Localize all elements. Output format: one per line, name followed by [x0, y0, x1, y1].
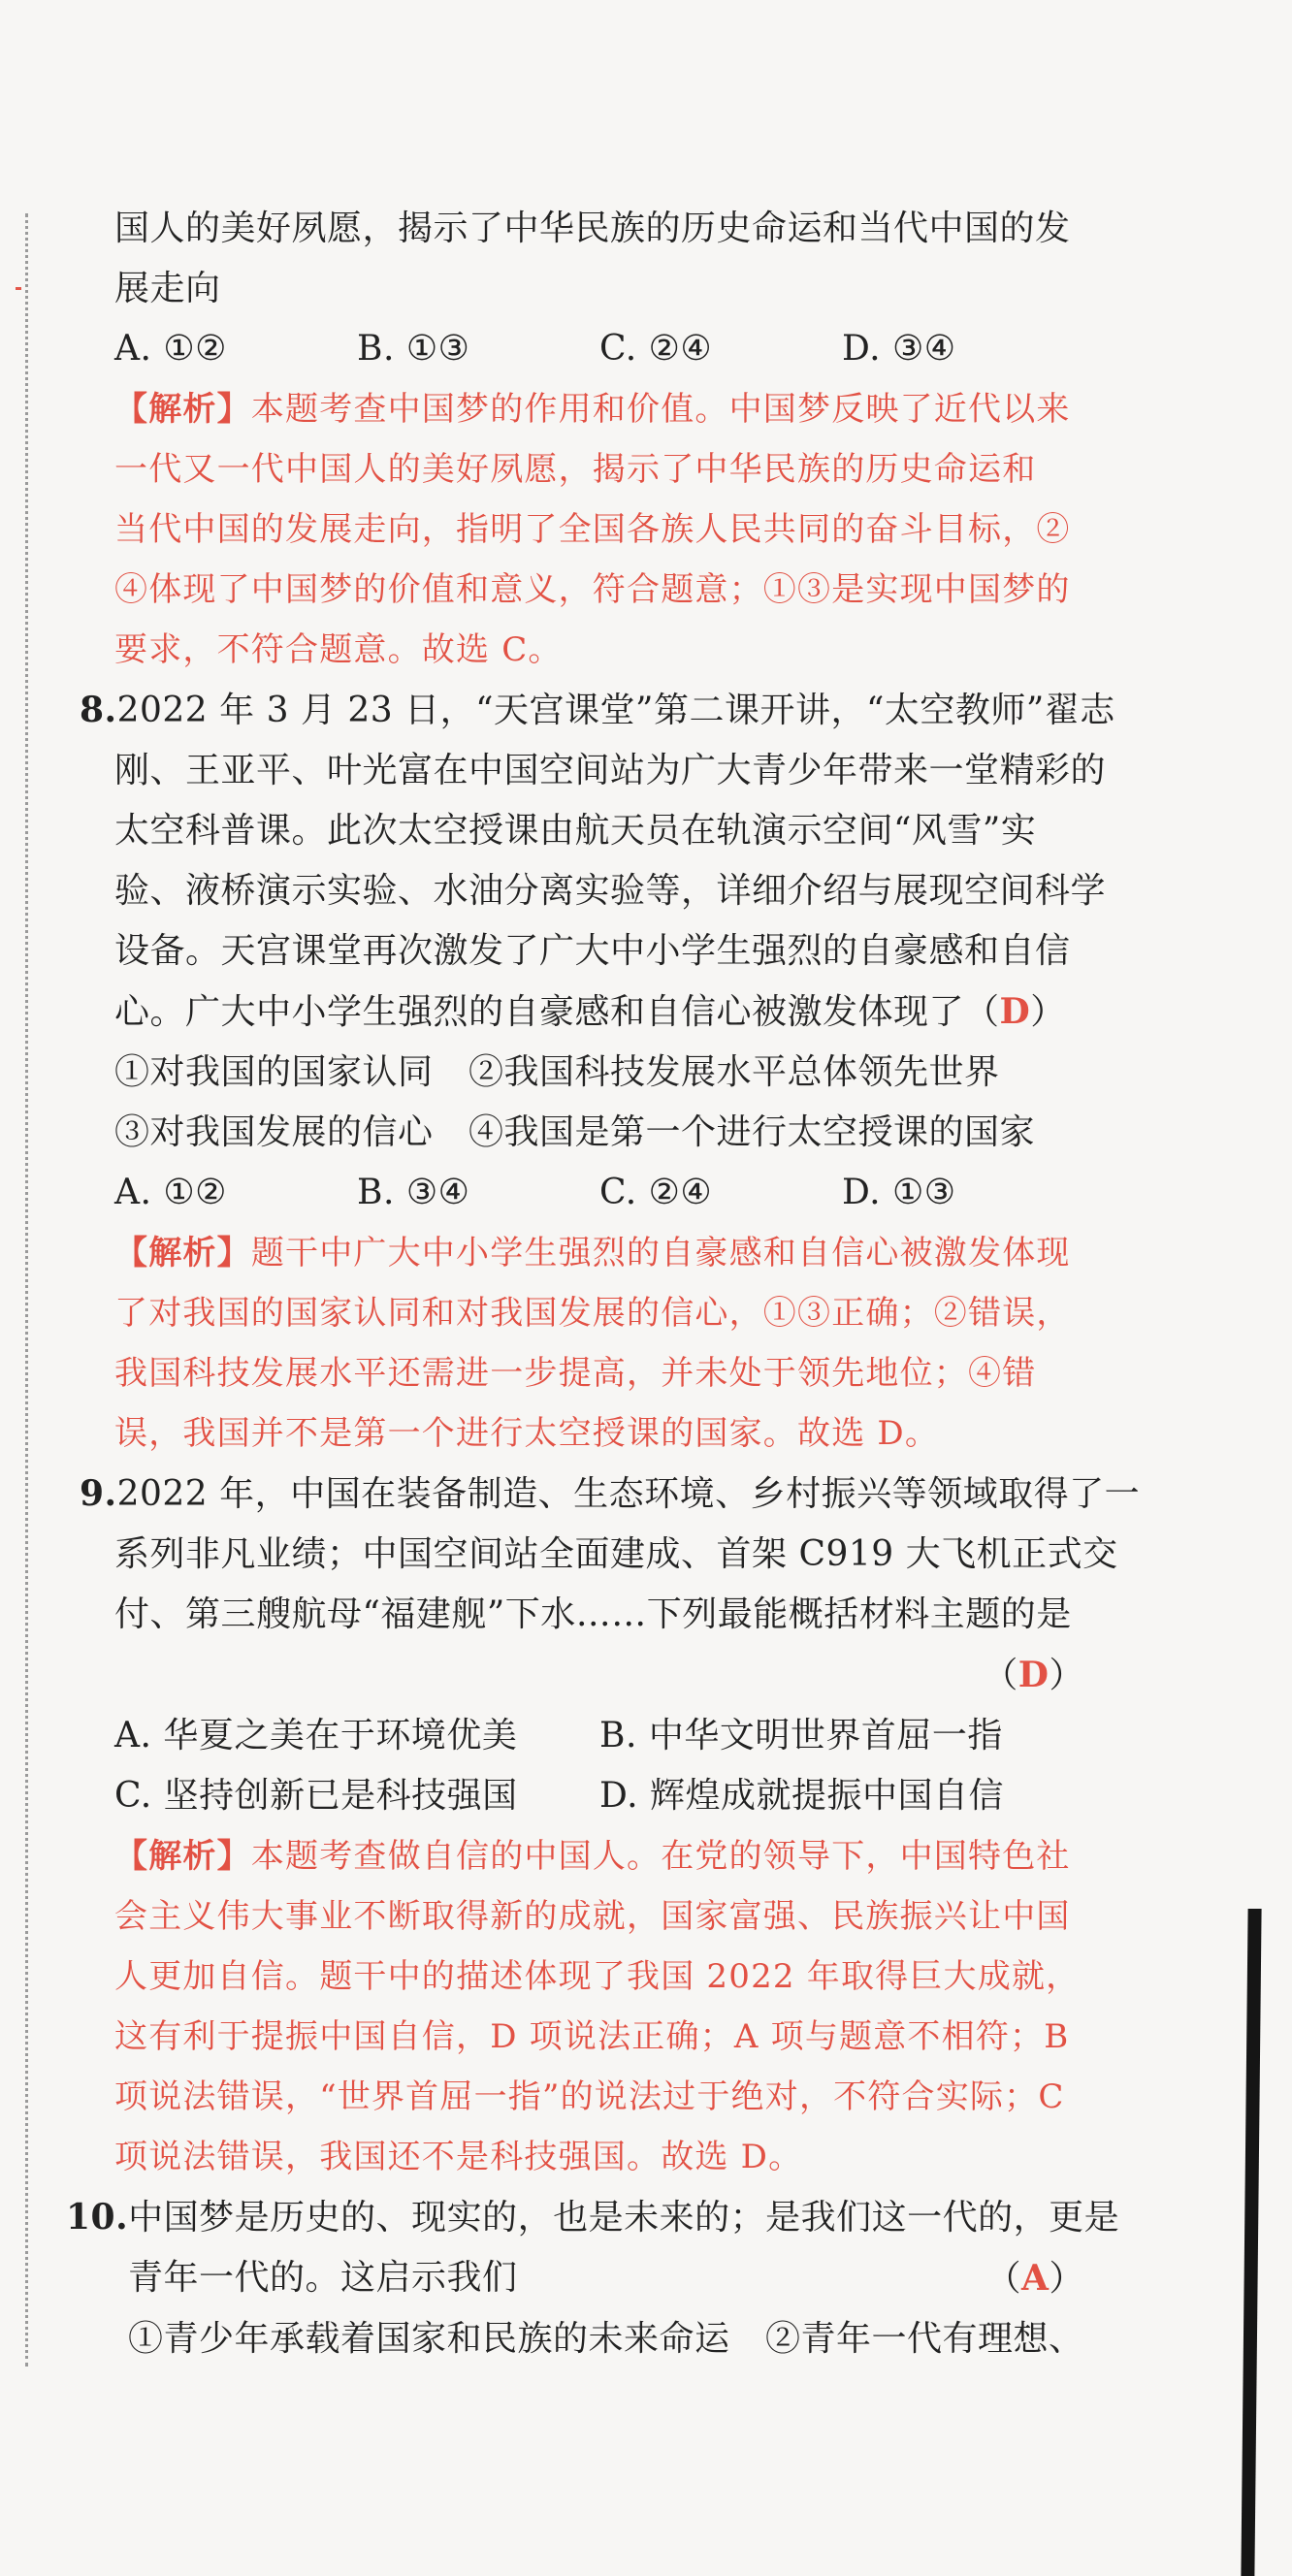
explanation-line: 这有利于提振中国自信，D 项说法正确；A 项与题意不相符；B: [114, 2017, 1070, 2056]
question-text-line: 系列非凡业绩；中国空间站全面建成、首架 C919 大飞机正式交: [114, 1534, 1118, 1574]
scan-edge-shadow: [1241, 1909, 1261, 2576]
question-text-line: 刚、王亚平、叶光富在中国空间站为广大青少年带来一堂精彩的: [114, 751, 1107, 790]
explanation-tag: 【解析】: [114, 390, 251, 429]
question-7: [114, 199, 1084, 680]
option-b: B. ①③: [357, 329, 470, 369]
question-text-line: 中国梦是历史的、现实的，也是未来的；是我们这一代的，更是: [128, 2198, 1120, 2238]
answer: D: [999, 991, 1031, 1032]
paren-close: ）: [1049, 2259, 1084, 2299]
question-text-row: [114, 2248, 1084, 2309]
question-10: [66, 2187, 1120, 2369]
statement-line: ①对我国的国家认同 ②我国科技发展水平总体领先世界: [114, 1052, 1000, 1092]
question-text-line: 心。广大中小学生强烈的自豪感和自信心被激发体现了（: [114, 992, 1000, 1032]
question-text-line: 设备。天宫课堂再次激发了广大中小学生强烈的自豪感和自信: [114, 931, 1071, 971]
option-b: B. ③④: [357, 1173, 470, 1212]
explanation-line: 会主义伟大事业不断取得新的成就，国家富强、民族振兴让中国: [114, 1897, 1071, 1936]
option-c: C. ②④: [599, 329, 713, 369]
explanation-line: 一代又一代中国人的美好夙愿，揭示了中华民族的历史命运和: [114, 450, 1037, 489]
margin-mark: [16, 287, 21, 290]
page-content: [66, 199, 1141, 2369]
question-8: [80, 680, 1115, 1464]
question-9: [80, 1464, 1141, 2187]
binding-dotted-line: [25, 213, 28, 2367]
question-text-line: 青年一代的。这启示我们: [128, 2258, 518, 2298]
question-text-line: 国人的美好夙愿，揭示了中华民族的历史命运和当代中国的发: [114, 209, 1071, 248]
option-b: B. 中华文明世界首屈一指: [599, 1716, 1003, 1755]
answer: A: [1021, 2258, 1050, 2299]
options-row: [114, 1766, 1084, 1826]
explanation-line: 误，我国并不是第一个进行太空授课的国家。故选 D。: [114, 1414, 940, 1453]
question-text-line: 验、液桥演示实验、水油分离实验等，详细介绍与展现空间科学: [114, 871, 1107, 911]
paren-close: ）: [1049, 1656, 1084, 1695]
question-number: 10.: [66, 2197, 129, 2238]
paren-open: （: [985, 2259, 1022, 2299]
explanation-line: 题干中广大中小学生强烈的自豪感和自信心被激发体现: [250, 1234, 1071, 1272]
option-a: A. 华夏之美在于环境优美: [114, 1716, 518, 1755]
answer-line: [114, 1645, 1084, 1706]
explanation-line: 项说法错误，我国还不是科技强国。故选 D。: [114, 2138, 803, 2176]
explanation-line: ④体现了中国梦的价值和意义，符合题意；①③是实现中国梦的: [114, 570, 1071, 609]
explanation-line: 本题考查做自信的中国人。在党的领导下，中国特色社: [250, 1837, 1071, 1876]
option-c: C. 坚持创新已是科技强国: [114, 1776, 518, 1816]
explanation-tag: 【解析】: [114, 1234, 251, 1272]
explanation-line: 我国科技发展水平还需进一步提高，并未处于领先地位；④错: [114, 1354, 1037, 1393]
explanation-line: 要求，不符合题意。故选 C。: [114, 630, 563, 669]
explanation-line: 人更加自信。题干中的描述体现了我国 2022 年取得巨大成就，: [114, 1957, 1081, 1996]
explanation: [114, 379, 1084, 680]
explanation-line: 项说法错误，“世界首屈一指”的说法过于绝对，不符合实际；C: [114, 2077, 1065, 2116]
question-text-line: 2022 年 3 月 23 日，“天宫课堂”第二课开讲，“太空教师”翟志: [116, 691, 1115, 730]
options-row: [114, 1163, 1084, 1223]
paren-open: （: [983, 1656, 1018, 1695]
explanation: [114, 1826, 1084, 2187]
option-d: D. ①③: [842, 1173, 956, 1212]
question-number: 8.: [80, 690, 117, 730]
explanation-line: 本题考查中国梦的作用和价值。中国梦反映了近代以来: [250, 390, 1071, 429]
option-c: C. ②④: [599, 1173, 713, 1212]
explanation-line: 了对我国的国家认同和对我国发展的信心，①③正确；②错误，: [114, 1294, 1071, 1333]
question-text-line: 2022 年，中国在装备制造、生态环境、乡村振兴等领域取得了一: [116, 1474, 1141, 1514]
answer: D: [1017, 1655, 1050, 1695]
statement-line: ①青少年承载着国家和民族的未来命运 ②青年一代有理想、: [128, 2319, 1084, 2359]
option-a: A. ①②: [114, 1173, 227, 1212]
question-number: 9.: [80, 1473, 117, 1514]
explanation-line: 当代中国的发展走向，指明了全国各族人民共同的奋斗目标，②: [114, 510, 1071, 549]
question-text-line: 展走向: [114, 269, 221, 308]
statement-line: ③对我国发展的信心 ④我国是第一个进行太空授课的国家: [114, 1112, 1036, 1152]
question-text-line: 太空科普课。此次太空授课由航天员在轨演示空间“风雪”实: [114, 811, 1037, 851]
question-text-line: 付、第三艘航母“福建舰”下水……下列最能概括材料主题的是: [114, 1594, 1072, 1634]
option-d: D. ③④: [842, 329, 956, 369]
option-d: D. 辉煌成就提振中国自信: [599, 1776, 1004, 1816]
explanation: [114, 1223, 1084, 1464]
options-row: [114, 319, 1084, 379]
option-a: A. ①②: [114, 329, 227, 369]
options-row: [114, 1706, 1084, 1766]
explanation-tag: 【解析】: [114, 1837, 251, 1876]
paren-close: ）: [1030, 992, 1066, 1032]
